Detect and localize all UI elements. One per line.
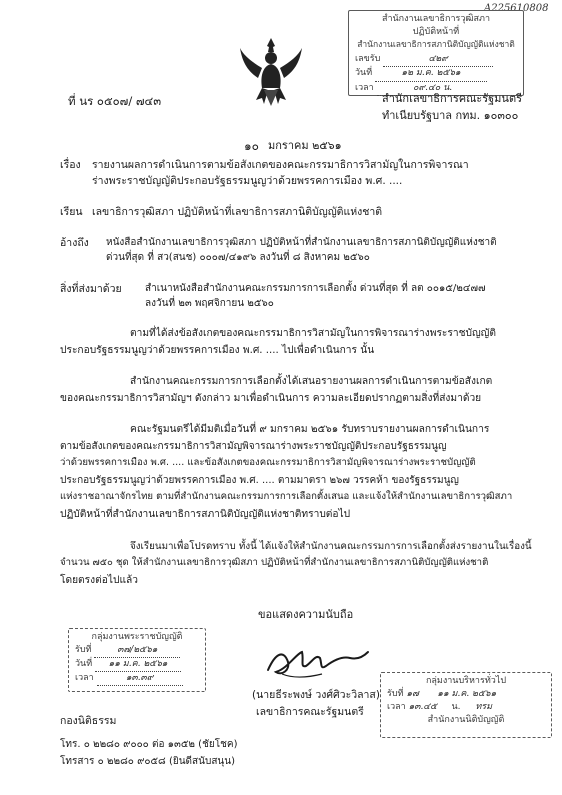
stamp-time-value: ๐๙.๔๐ น. — [377, 82, 489, 96]
receiving-stamp-left — [68, 628, 206, 692]
body-paragraph-2-line-2: ของคณะกรรมาธิการวิสามัญฯ ดังกล่าว มาเพื่อดำเนินการ ความละเอียดปรากฏตามสิ่งที่ส่งมาด้วย — [60, 393, 482, 404]
body-paragraph-3-line-5: แห่งราชอาณาจักรไทย ตามที่สำนักงานคณะกรรมการการเลือกตั้งเสนอ และแจ้งให้สำนักงานเลขาธิการวุฒิสภา — [60, 491, 513, 502]
body-paragraph-3-line-4: ประกอบรัฐธรรมนูญว่าด้วยพรรคการเมือง พ.ศ. .... ตามมาตรา ๒๖๗ วรรคห้า ของรัฐธรรมนูญ — [60, 475, 459, 486]
left-stamp-receive-label: รับที่ — [75, 645, 92, 656]
enclosure-label: สิ่งที่ส่งมาด้วย — [60, 283, 122, 295]
left-stamp-time-label: เวลา — [75, 673, 94, 684]
garuda-emblem-icon — [238, 34, 304, 110]
body-paragraph-4-line-2: จำนวน ๗๕๐ ชุด ให้สำนักงานเลขาธิการวุฒิสภา ปฏิบัติหน้าที่สำนักงานเลขาธิการสภานิติบัญญัติแห่งชาติ — [60, 557, 489, 568]
letter-date-day: ๑๐ — [244, 139, 259, 153]
left-stamp-date-label: วันที่ — [75, 659, 93, 670]
enclosure-line-1: สำเนาหนังสือสำนักงานคณะกรรมการการเลือกตั้ง ด่วนที่สุด ที่ ลต ๐๐๑๕/๒๔๗๗ — [145, 283, 486, 294]
document-reference-number: ที่ นร ๐๕๐๗/ ๗๔๓ — [68, 94, 162, 108]
body-paragraph-3-line-6: ปฏิบัติหน้าที่สำนักงานเลขาธิการสภานิติบัญญัติแห่งชาติทราบต่อไป — [60, 509, 351, 520]
body-paragraph-1-line-1: ตามที่ได้ส่งข้อสังเกตของคณะกรรมาธิการวิสามัญในการพิจารณาร่างพระราชบัญญัติ — [130, 328, 496, 339]
receiving-stamp-top — [348, 10, 524, 96]
stamp-office-line1: สำนักงานเลขาธิการวุฒิสภา — [381, 14, 491, 24]
letter-date-month-year: มกราคม ๒๕๖๑ — [268, 139, 342, 152]
stamp-date-label: วันที่ — [355, 68, 373, 79]
right-stamp-time-value: ๑๓.๔๕ — [408, 702, 437, 713]
reference-line-2: ด่วนที่สุด ที่ สว(สนช) ๐๐๐๗/๔๑๙๖ ลงวันที่ ๘ สิงหาคม ๒๕๖๐ — [106, 252, 370, 263]
left-stamp-title: กลุ่มงานพระราชบัญญัติ — [91, 632, 183, 642]
subject-label: เรื่อง — [60, 159, 81, 171]
addressee-text: เลขาธิการวุฒิสภา ปฏิบัติหน้าที่เลขาธิการสภานิติบัญญัติแห่งชาติ — [92, 206, 383, 218]
body-paragraph-3-line-3: ว่าด้วยพรรคการเมือง พ.ศ. .... และข้อสังเกตของคณะกรรมาธิการวิสามัญพิจารณาร่างพระราชบัญญัติ — [60, 457, 476, 468]
footer-phone: โทร. ๐ ๒๒๘๐ ๙๐๐๐ ต่อ ๑๓๕๒ (ชัยโชค) — [60, 739, 238, 750]
right-stamp-signer: ทรม — [475, 702, 493, 713]
stamp-date-value: ๑๒ ม.ค. ๒๕๖๑ — [375, 67, 487, 81]
stamp-receipt-number: ๔๒๙ — [383, 53, 493, 67]
body-paragraph-3-line-2: ตามข้อสังเกตของคณะกรรมาธิการวิสามัญพิจารณาร่างพระราชบัญญัติประกอบรัฐธรรมนูญ — [60, 441, 447, 452]
stamp-office-line3: สำนักงานเลขาธิการสภานิติบัญญัติแห่งชาติ — [357, 40, 515, 51]
reference-line-1: หนังสือสำนักงานเลขาธิการวุฒิสภา ปฏิบัติหน้าที่สำนักงานเลขาธิการสภานิติบัญญัติแห่งชาติ — [106, 237, 497, 248]
body-paragraph-2-line-1: สำนักงานคณะกรรมการการเลือกตั้งได้เสนอรายงานผลการดำเนินการตามข้อสังเกต — [130, 376, 493, 387]
right-stamp-time-label: เวลา — [387, 702, 406, 713]
enclosure-line-2: ลงวันที่ ๒๓ พฤศจิกายน ๒๕๖๐ — [145, 298, 274, 309]
body-paragraph-4-line-1: จึงเรียนมาเพื่อโปรดทราบ ทั้งนี้ ได้แจ้งให้สำนักงานคณะกรรมการการเลือกตั้งส่งรายงานในเรื่องนี้ — [130, 541, 532, 552]
signatory-title: เลขาธิการคณะรัฐมนตรี — [256, 706, 364, 718]
footer-fax: โทรสาร ๐ ๒๒๘๐ ๙๐๕๘ (ยินดีสนับสนุน) — [60, 756, 236, 767]
addressee-label: เรียน — [60, 206, 83, 218]
right-stamp-receive-value: ๑๗ — [406, 689, 419, 700]
handwritten-signature — [262, 640, 372, 682]
signatory-name: (นายธีระพงษ์ วงศ์ศิวะวิลาส) — [252, 689, 380, 701]
right-stamp-time-suffix: น. — [451, 702, 461, 713]
closing-salutation: ขอแสดงความนับถือ — [258, 608, 354, 621]
left-stamp-receive-value: ๓๗/๒๕๖๑ — [94, 644, 180, 658]
left-stamp-time-value: ๑๓.๓๙ — [97, 672, 183, 686]
footer-division: กองนิติธรรม — [60, 715, 117, 727]
body-paragraph-1-line-2: ประกอบรัฐธรรมนูญว่าด้วยพรรคการเมือง พ.ศ. .... ไปเพื่อดำเนินการ นั้น — [60, 345, 375, 356]
corner-document-code: A225610808 — [484, 3, 549, 14]
right-stamp-footer: สำนักงานนิติบัญญัติ — [427, 715, 505, 726]
right-stamp-receive-label: รับที่ — [387, 689, 404, 700]
body-paragraph-3-line-1: คณะรัฐมนตรีได้มีมติเมื่อวันที่ ๙ มกราคม ๒๕๖๑ รับทราบรายงานผลการดำเนินการ — [130, 424, 490, 435]
right-stamp-title: กลุ่มงานบริหารทั่วไป — [425, 676, 507, 686]
stamp-receipt-label: เลขรับ — [355, 54, 381, 65]
receiving-stamp-right — [380, 672, 552, 738]
sender-address: ทำเนียบรัฐบาล กทม. ๑๐๓๐๐ — [382, 109, 519, 122]
body-paragraph-4-line-3: โดยตรงต่อไปแล้ว — [60, 575, 138, 586]
reference-label: อ้างถึง — [60, 237, 89, 249]
stamp-time-label: เวลา — [355, 82, 374, 93]
right-stamp-date-value: ๑๑ ม.ค. ๒๕๖๑ — [437, 689, 497, 700]
subject-line-1: รายงานผลการดำเนินการตามข้อสังเกตของคณะกรรมาธิการวิสามัญในการพิจารณา — [92, 159, 469, 171]
sender-office: สำนักเลขาธิการคณะรัฐมนตรี — [382, 92, 522, 105]
subject-line-2: ร่างพระราชบัญญัติประกอบรัฐธรรมนูญว่าด้วยพรรคการเมือง พ.ศ. .... — [92, 175, 403, 187]
stamp-office-line2: ปฏิบัติหน้าที่ — [412, 27, 460, 38]
left-stamp-date-value: ๑๑ ม.ค. ๒๕๖๑ — [95, 658, 181, 672]
